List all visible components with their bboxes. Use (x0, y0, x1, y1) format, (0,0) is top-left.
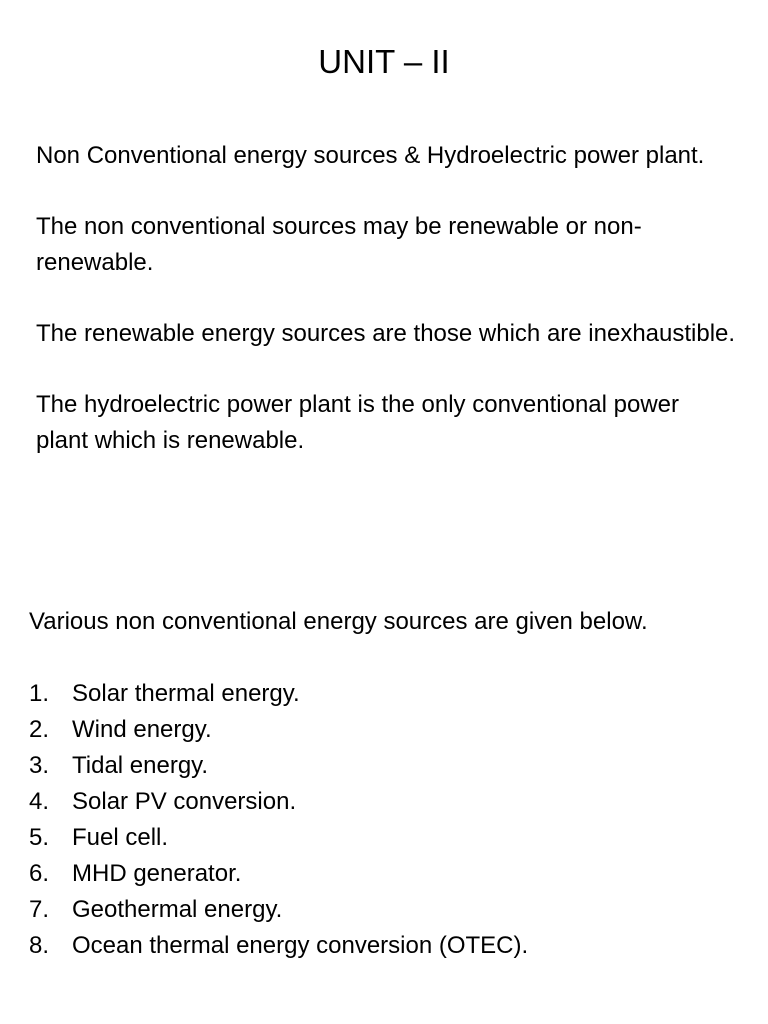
list-item-number: 8. (29, 932, 50, 959)
list-item (29, 820, 749, 856)
list-item-number: 5. (29, 824, 50, 851)
list-item-text: Solar thermal energy. (72, 680, 300, 707)
list-item-text: Tidal energy. (72, 752, 209, 779)
list-item (29, 892, 749, 928)
list-item-text: Geothermal energy. (72, 896, 283, 923)
paragraph-heading: Non Conventional energy sources & Hydroelectric power plant. (36, 142, 705, 169)
list-item (29, 856, 749, 892)
list-item-number: 1. (29, 680, 50, 707)
list-item-number: 6. (29, 860, 50, 887)
list-item-text: Wind energy. (72, 716, 212, 743)
list-item-number: 2. (29, 716, 50, 743)
list-item-text: Solar PV conversion. (72, 788, 297, 815)
list-item (29, 712, 749, 748)
list-item-number: 7. (29, 896, 50, 923)
list-item-number: 3. (29, 752, 50, 779)
body-paragraphs (36, 138, 736, 494)
paragraph-renewable-or-not: The non conventional sources may be renewable or non-renewable. (36, 213, 642, 276)
list-item-text: Ocean thermal energy conversion (OTEC). (72, 932, 529, 959)
list-item (29, 784, 749, 820)
list-item (29, 748, 749, 784)
list-item-number: 4. (29, 788, 50, 815)
list-intro: Various non conventional energy sources are given below. (29, 608, 648, 635)
paragraph-hydroelectric: The hydroelectric power plant is the only conventional power plant which is renewable. (36, 391, 680, 454)
list-item-text: Fuel cell. (72, 824, 169, 851)
slide-title: UNIT – II (318, 43, 450, 80)
list-item-text: MHD generator. (72, 860, 242, 887)
energy-sources-list (29, 676, 749, 964)
paragraph-renewable-definition: The renewable energy sources are those which are inexhaustible. (36, 320, 736, 347)
list-item (29, 676, 749, 712)
list-item (29, 928, 749, 964)
